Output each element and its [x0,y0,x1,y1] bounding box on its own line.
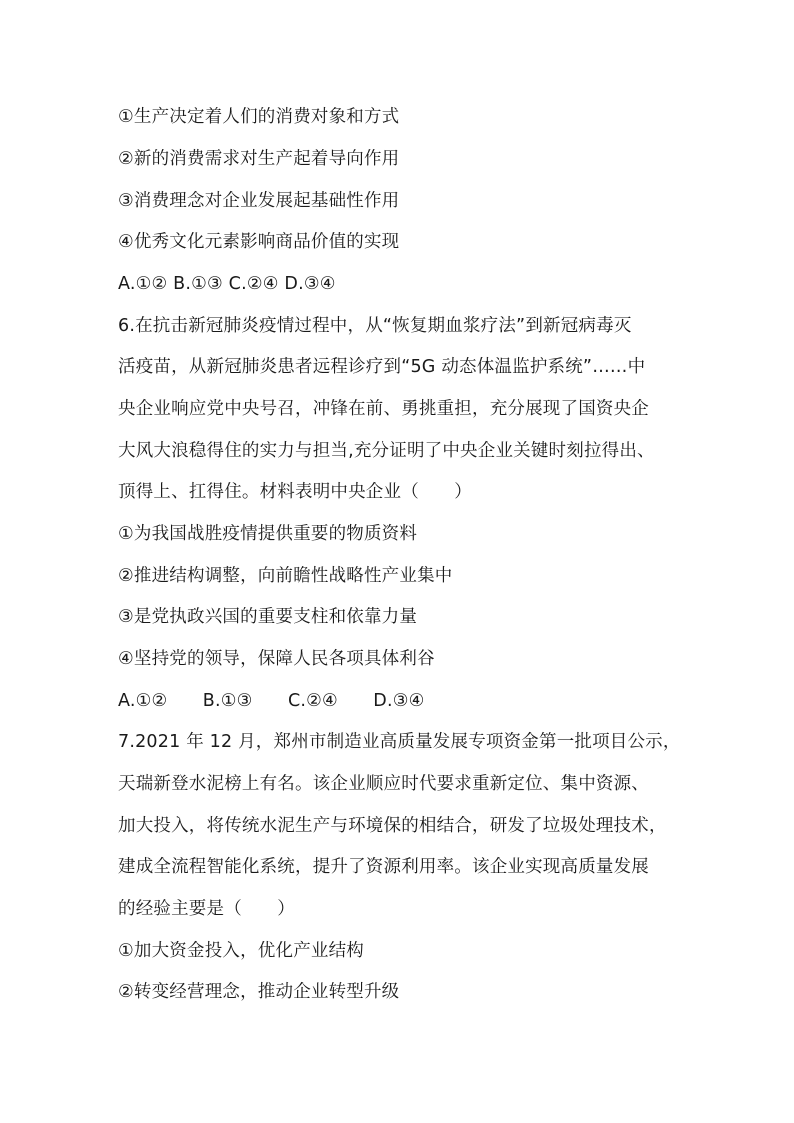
q5-answer-choices: A.①② B.①③ C.②④ D.③④ [118,274,336,294]
q6-stem-line-5: 顶得上、扛得住。材料表明中央企业（ ） [118,482,472,502]
q5-option-1: ①生产决定着人们的消费对象和方式 [118,107,400,127]
q6-option-4: ④坚持党的领导，保障人民各项具体利谷 [118,649,435,669]
q6-answer-choices: A.①② B.①③ C.②④ D.③④ [118,691,425,711]
q7-stem-line-1: 7.2021 年 12 月，郑州市制造业高质量发展专项资金第一批项目公示， [118,732,681,752]
q5-option-4: ④优秀文化元素影响商品价值的实现 [118,232,400,252]
q6-stem-line-1: 6.在抗击新冠肺炎疫情过程中，从“恢复期血浆疗法”到新冠病毒灭 [118,316,632,336]
q7-stem-line-3: 加大投入，将传统水泥生产与环境保的相结合，研发了垃圾处理技术， [118,816,667,836]
q6-stem-line-4: 大风大浪稳得住的实力与担当,充分证明了中央企业关键时刻拉得出、 [118,441,655,461]
q6-option-2: ②推进结构调整，向前瞻性战略性产业集中 [118,566,453,586]
q6-stem-line-3: 央企业响应党中央号召，冲锋在前、勇挑重担，充分展现了国资央企 [118,399,649,419]
q7-stem-line-5: 的经验主要是（ ） [118,899,295,919]
q6-stem-line-2: 活疫苗，从新冠肺炎患者远程诊疗到“5G 动态体温监护系统”……中 [118,357,646,377]
q6-option-3: ③是党执政兴国的重要支柱和依靠力量 [118,607,418,627]
q7-option-2: ②转变经营理念，推动企业转型升级 [118,982,400,1002]
q7-stem-line-4: 建成全流程智能化系统，提升了资源利用率。该企业实现高质量发展 [118,857,649,877]
q6-option-1: ①为我国战胜疫情提供重要的物质资料 [118,524,418,544]
q7-stem-line-2: 天瑞新登水泥榜上有名。该企业顺应时代要求重新定位、集中资源、 [118,774,649,794]
q7-option-1: ①加大资金投入，优化产业结构 [118,941,364,961]
q5-option-3: ③消费理念对企业发展起基础性作用 [118,191,400,211]
q5-option-2: ②新的消费需求对生产起着导向作用 [118,149,400,169]
